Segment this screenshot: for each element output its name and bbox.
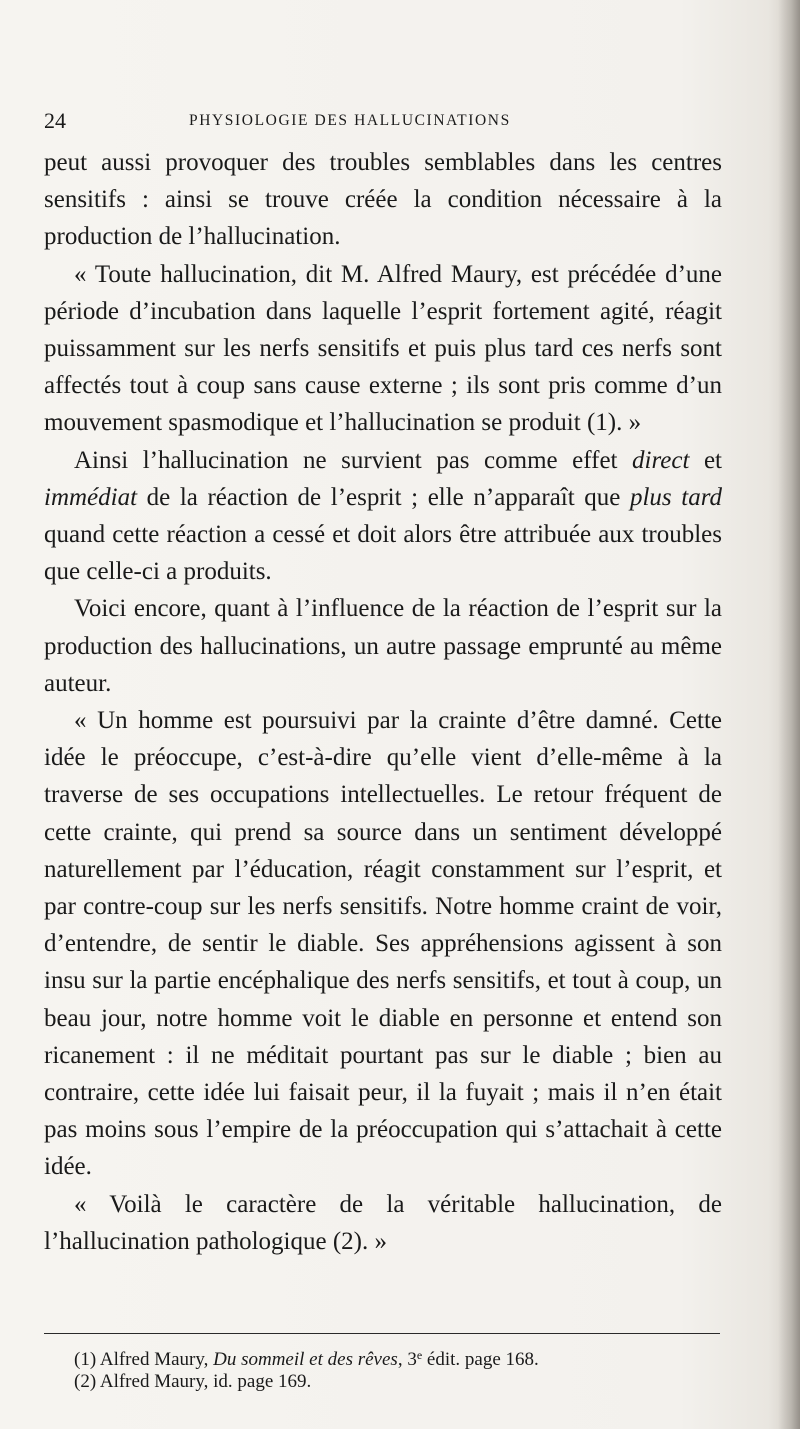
footnote-1-title: Du sommeil et des rêves: [213, 1349, 398, 1370]
footnote-1-text-d: édit. page 168.: [422, 1349, 539, 1370]
italic-plus-tard: plus tard: [629, 483, 722, 511]
paragraph-3: [44, 442, 722, 591]
footnote-rule: [44, 1333, 720, 1334]
footnote-2: (2) Alfred Maury, id. page 169.: [74, 1371, 312, 1392]
paragraph-1: peut aussi provoquer des troubles semblables dans les centres sensitifs : ainsi se trouve créée la condition nécessaire à la production de l’hallucination.: [44, 149, 722, 251]
paragraph-4: Voici encore, quant à l’influence de la réaction de l’esprit sur la production des hallucinations, un autre passage emprunté au même auteur.: [44, 595, 722, 697]
paragraph-3-text-e: de la réaction de l’esprit ; elle n’apparaît que: [137, 483, 630, 511]
running-title: PHYSIOLOGIE DES HALLUCINATIONS: [189, 112, 511, 129]
running-head: [44, 108, 724, 138]
paragraph-6: « Voilà le caractère de la véritable hallucination, de l’hallucination pathologique (2). »: [44, 1190, 722, 1255]
footnote-1: [74, 1344, 724, 1371]
footnote-1-text-a: (1) Alfred Maury,: [74, 1349, 214, 1370]
paragraph-3-text-c: et: [689, 446, 722, 474]
page-edge-shadow: [778, 0, 800, 1429]
italic-direct: direct: [632, 446, 690, 474]
italic-immediat: immédiat: [44, 483, 138, 511]
footnotes: [74, 1344, 724, 1393]
page-number: 24: [44, 108, 66, 133]
paragraph-3-text-a: Ainsi l’hallucination ne survient pas comme effet: [74, 446, 633, 474]
body-text: [44, 144, 722, 1260]
footnote-1-superscript: e: [416, 1348, 423, 1362]
footnote-1-text-c: , 3: [397, 1349, 417, 1370]
paragraph-2: « Toute hallucination, dit M. Alfred Maury, est précédée d’une période d’incubation dans laquelle l’esprit fortement agité, réagit puissamment sur les nerfs sensitifs et puis plus tard ces nerfs sont affectés tout à coup sans cause externe ; ils sont pris comme d’un mouvement spasmodique et l’hallucination se produit (1). »: [44, 260, 722, 437]
paragraph-3-text-g: quand cette réaction a cessé et doit alors être attribuée aux troubles que celle-ci a produits.: [44, 521, 722, 586]
paragraph-5: « Un homme est poursuivi par la crainte d’être damné. Cette idée le préoccupe, c’est-à-dire qu’elle vient d’elle-même à la traverse de ses occupations intellectuelles. Le retour fréquent de cette crainte, qui prend sa source dans un sentiment développé naturellement par l’éducation, réagit constamment sur l’esprit, et par contre-coup sur les nerfs sensitifs. Notre homme craint de voir, d’entendre, de sentir le diable. Ses appréhensions agissent à son insu sur la partie encéphalique des nerfs sensitifs, et tout à coup, un beau jour, notre homme voit le diable en personne et entend son ricanement : il ne méditait pourtant pas sur le diable ; bien au contraire, cette idée lui faisait peur, il la fuyait ; mais il n’en était pas moins sous l’empire de la préoccupation qui s’attachait à cette idée.: [44, 707, 722, 1181]
